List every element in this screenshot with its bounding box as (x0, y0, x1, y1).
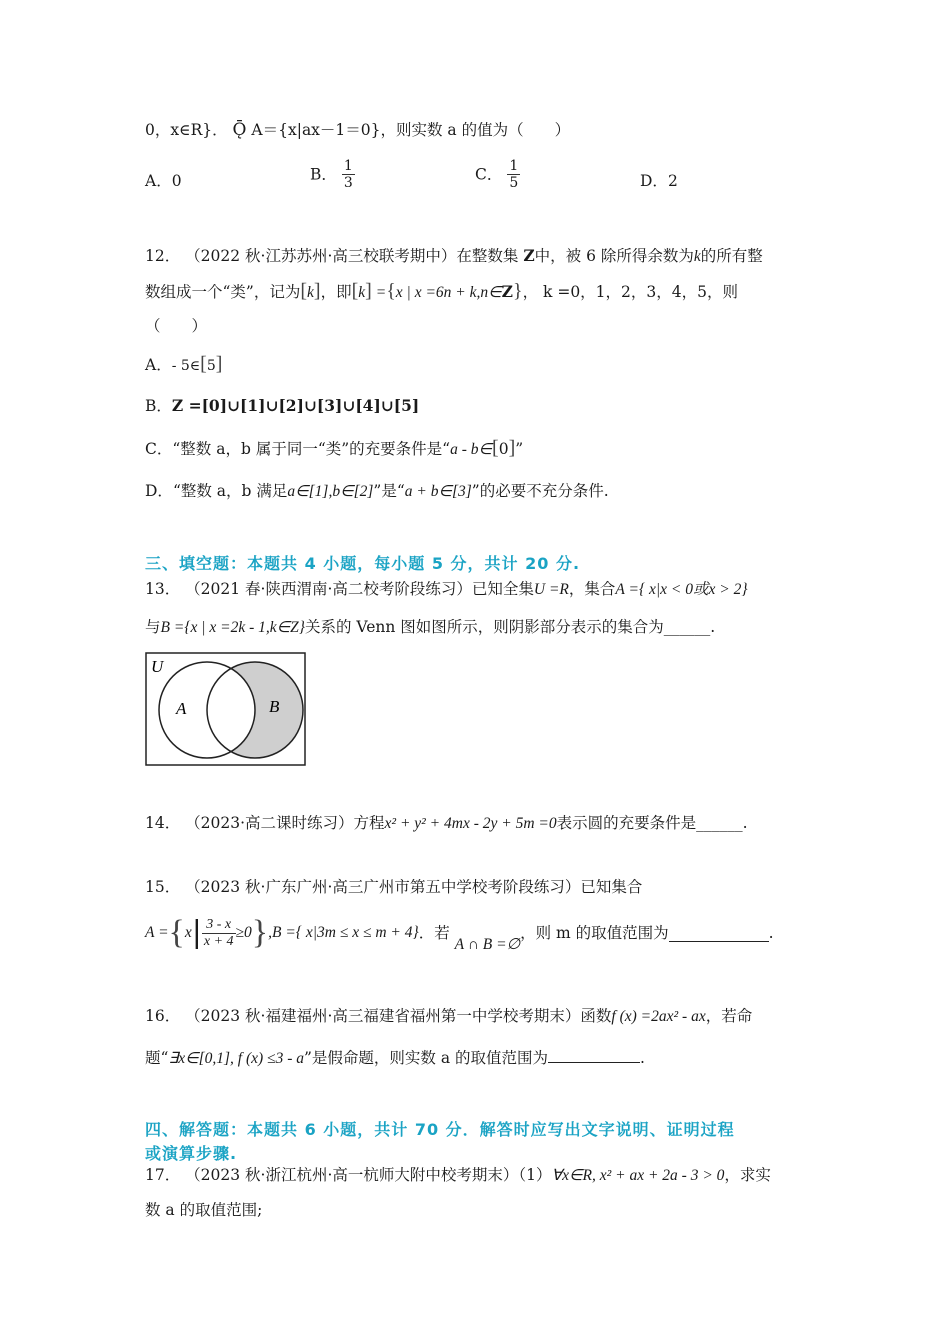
option-text: 0 (171, 172, 182, 190)
q14-line (145, 812, 748, 835)
bracket-close: ] (365, 280, 372, 302)
var-k: k (693, 248, 701, 265)
option-text: ”是“ (373, 482, 405, 500)
question-source: （2023·高二课时练习）方程 (185, 814, 385, 832)
question-number: 13． (145, 580, 181, 598)
option-label: B． (310, 165, 337, 184)
q13-text: 关系的 Venn 图如图所示，则阴影部分表示的集合为______. (305, 618, 716, 636)
brace-close: } (512, 280, 523, 302)
option-math: - 5∈ (171, 358, 201, 374)
math-function: f (x) =2ax² - ax (611, 1008, 706, 1025)
venn-label-u: U (151, 657, 164, 676)
question-source: （2023 秋·福建福州·高三福建省福州第一中学校考期末）函数 (185, 1007, 612, 1025)
q16-line1 (145, 1005, 752, 1028)
denominator: 3 (343, 175, 353, 191)
denominator: 5 (509, 175, 519, 191)
question-number: 15． (145, 878, 181, 896)
fraction (342, 158, 355, 191)
q12-text: 的所有整 (700, 247, 763, 265)
q11-option-a[interactable] (145, 170, 182, 192)
q12-text: ，即 (320, 283, 352, 301)
q12-line2: 数组成一个“类”，记为[k]，即[k] ={x | x =6n + k,n∈Z}， k =0，1，2，3，4，5，则 (145, 280, 738, 302)
question-number: 14． (145, 814, 181, 832)
math-set-a: A = (145, 924, 169, 941)
q11-glyph: Ǭ (232, 120, 247, 140)
q12-paren: （ ） (145, 317, 208, 335)
bracket-close: ] (508, 437, 516, 459)
option-label: C． (145, 440, 173, 458)
math-set-b: ,B ={ x|3m ≤ x ≤ m + 4} (268, 924, 419, 941)
q12-option-a[interactable] (145, 353, 222, 377)
option-math: 5 (206, 358, 216, 374)
q16-text: ，若命 (705, 1007, 753, 1025)
numerator: 3 - x (202, 917, 236, 934)
fraction (202, 917, 236, 950)
bracket-open: [ (300, 280, 308, 302)
option-label: A． (145, 356, 172, 374)
set-z: Z (523, 246, 535, 265)
math-u: U =R (533, 581, 569, 598)
option-text: ” (515, 440, 524, 458)
venn-label-b: B (269, 697, 280, 716)
q14-text: 表示圆的充要条件是______. (556, 814, 748, 832)
math-condition: A ∩ B =∅ (454, 936, 521, 953)
q13-text: ，集合 (568, 580, 616, 598)
q15-line1 (145, 876, 642, 898)
math-proposition: ∃x∈[0,1], f (x) ≤3 - a (168, 1050, 304, 1067)
bracket-close: ] (313, 280, 321, 302)
section-title-fill-blank: 三、填空题：本题共 4 小题，每小题 5 分，共计 20 分. (145, 554, 581, 573)
q17-line2: 数 a 的取值范围; (145, 1201, 263, 1219)
bracket-open: [ (492, 437, 499, 459)
q15-line2: A ={x| $\frac{3 - x}{x + 4}$ ≥0},B ={ x|3m ≤ x ≤ m + 4}．若 A ∩ B =∅，则 m 的取值范围为 . (145, 914, 774, 953)
math-set-a: A ={ x|x < 0或x > 2} (615, 581, 748, 598)
q16-text: . (640, 1049, 645, 1067)
question-source: （2021 春·陕西渭南·高二校考阶段练习）已知全集 (185, 580, 534, 598)
fraction (507, 158, 520, 191)
math-ineq: ≥0 (235, 924, 252, 941)
option-math: Z =[0]∪[1]∪[2]∪[3]∪[4]∪[5] (171, 396, 420, 415)
option-label: A． (145, 172, 172, 190)
answer-blank[interactable] (669, 925, 769, 942)
math-set-b: B ={x | x =2k - 1,k∈Z} (160, 619, 305, 636)
option-label: B． (145, 397, 172, 415)
denominator: x + 4 (203, 933, 234, 949)
q12-text: k =0，1，2，3，4，5，则 (543, 283, 738, 301)
bracket-open: [ (200, 353, 207, 375)
q13-line2 (145, 616, 715, 639)
option-text: “整数 a，b 属于同一“类”的充要条件是“ (172, 440, 451, 458)
q13-line1 (145, 578, 748, 601)
question-number: 16． (145, 1007, 181, 1025)
q11-set: A＝{x|ax－1＝0}，则实数 a 的值为（ ） (251, 121, 571, 139)
q12-option-c[interactable] (145, 437, 523, 461)
set-def: x | x =6n + k,n∈ (395, 284, 502, 301)
question-source: （2022 秋·江苏苏州·高三校联考期中）在整数集 (185, 247, 519, 265)
q17-text: ，求实 (724, 1166, 771, 1184)
q12-text: 中，被 6 除所得余数为 (534, 247, 694, 265)
venn-label-a: A (176, 699, 187, 718)
bracket-open: [ (351, 280, 359, 302)
q17-line1 (145, 1164, 771, 1187)
venn-diagram (145, 652, 307, 767)
bracket-close: ] (215, 353, 223, 375)
q11-text: 0，x∈R}． (145, 121, 228, 139)
question-number: 12． (145, 247, 181, 265)
q11-option-b[interactable] (310, 158, 355, 191)
numerator: 1 (343, 158, 353, 174)
section-title-solve: 四、解答题：本题共 6 小题，共计 70 分．解答时应写出文字说明、证明过程 (145, 1120, 735, 1139)
option-label: D． (145, 482, 173, 500)
option-math: a + b∈[3] (404, 483, 472, 500)
option-math: a - b∈ (450, 441, 493, 458)
q16-text: 题“ (145, 1049, 169, 1067)
q16-text: ”是假命题，则实数 a 的取值范围为 (303, 1049, 549, 1067)
question-number: 17． (145, 1166, 181, 1184)
option-text: ”的必要不充分条件. (471, 482, 609, 500)
q15-text: ．若 (418, 924, 450, 942)
question-source: （2023 秋·广东广州·高三广州市第五中学校考阶段练习）已知集合 (185, 878, 643, 896)
question-source: （2023 秋·浙江杭州·高一杭师大附中校考期末）（1） (185, 1166, 552, 1184)
var-k: k (358, 284, 366, 301)
q12-text: ， (522, 283, 539, 301)
math-equation: x² + y² + 4mx - 2y + 5m =0 (384, 815, 557, 832)
q11-option-d[interactable] (640, 170, 678, 192)
numerator: 1 (509, 158, 519, 174)
option-text: 2 (667, 172, 678, 190)
option-math: a∈[1],b∈[2] (287, 483, 374, 500)
brace-open: { (386, 280, 396, 302)
q15-text: . (768, 924, 774, 942)
answer-blank[interactable] (548, 1046, 640, 1063)
q12-option-d[interactable] (145, 480, 609, 503)
section-title-solve-cont: 或演算步骤. (145, 1144, 238, 1163)
option-math: 0 (498, 440, 509, 458)
q12-text: 数组成一个“类”，记为 (145, 283, 301, 301)
q11-line1 (145, 119, 570, 141)
option-label: C． (475, 165, 503, 184)
math-condition: ∀x∈R, x² + ax + 2a - 3 > 0 (551, 1167, 725, 1184)
option-text: “整数 a，b 满足 (172, 482, 288, 500)
var-k: k (307, 284, 314, 301)
q12-option-b[interactable] (145, 395, 419, 417)
q11-option-c[interactable] (475, 158, 520, 191)
q13-text: 与 (145, 618, 161, 636)
q12-line1 (145, 245, 763, 268)
q15-text: ，则 m 的取值范围为 (520, 924, 669, 942)
q16-line2 (145, 1046, 645, 1070)
option-label: D． (640, 172, 668, 190)
